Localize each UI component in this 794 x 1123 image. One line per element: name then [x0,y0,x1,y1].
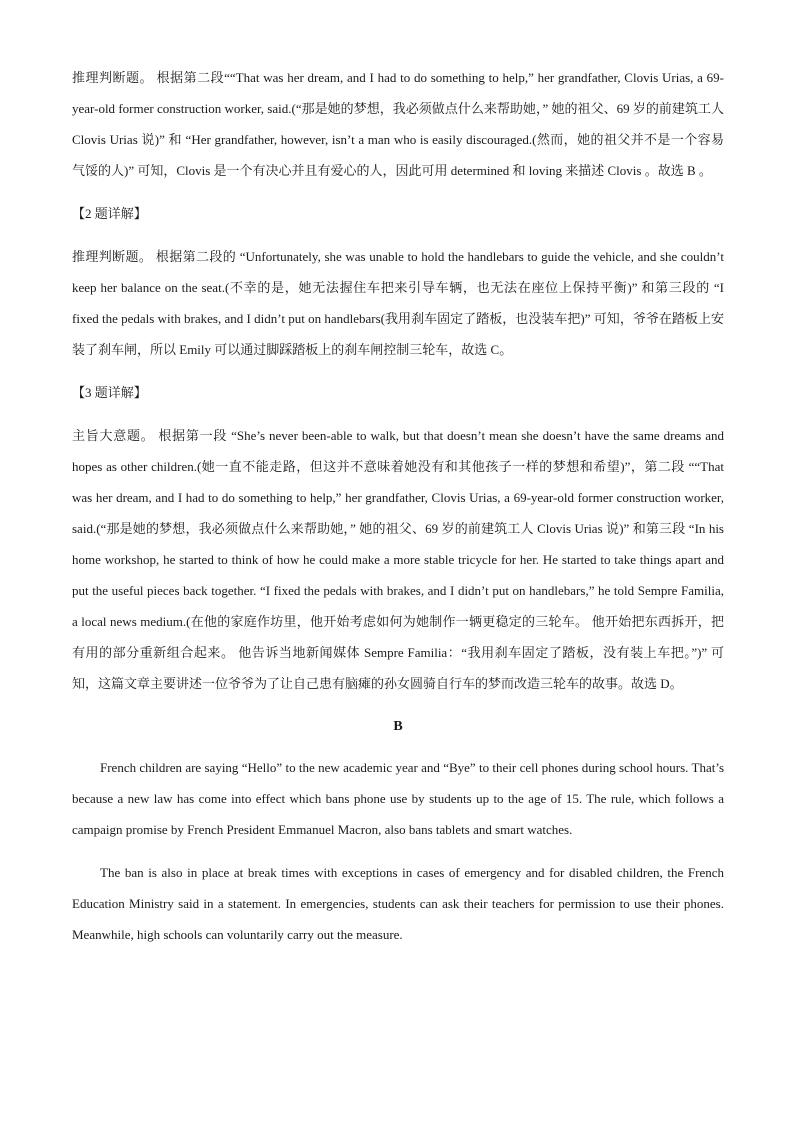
passage-b-paragraph-2: The ban is also in place at break times with exceptions in cases of emergency and for disabled children, the French Education Ministry said in a statement. In emergencies, students can ask their teachers for permission to use their phones. Meanwhile, high schools can voluntarily carry out the measure. [72,865,724,942]
q1-explanation: 推理判断题。 根据第二段““That was her dream, and I had to do something to help,” her grandfather, Clovis Urias, a 69-year-old former construction worker, said.(“那是她的梦想，我必须做点什么来帮助她，” 她的祖父、69 岁的前建筑工人 Clovis Urias 说)” 和 “Her grandfather, however, isn’t a man who is easily discouraged.(然而，她的祖父并不是一个容易气馁的人)” 可知，Clovis 是一个有决心并且有爱心的人，因此可用 determined 和 loving 来描述 Clovis 。故选 B 。 [72,70,724,178]
paragraph-spacer [72,845,724,857]
q3-explanation: 主旨大意题。 根据第一段 “She’s never been-able to walk, but that doesn’t mean she doesn’t have the same dreams and hopes as other children.(她一直不能走路，但这并不意味着她没有和其他孩子一样的梦想和希望)”，第二段 ““That was her dream, and I had to do something to help,” her grandfather, Clovis Urias, a 69-year-old former construction worker, said.(“那是她的梦想，我必须做点什么来帮助她，” 她的祖父、69 岁的前建筑工人 Clovis Urias 说)” 和第三段 “In his home workshop, he started to think of how he could make a more stable tricycle for her. He started to take things apart and put the useful pieces back together. “I fixed the pedals with brakes, and I didn’t put on handlebars,” he told Sempre Familia, a local news medium.(在他的家庭作坊里，他开始考虑如何为她制作一辆更稳定的三轮车。 他开始把东西拆开，把有用的部分重新组合起来。 他告诉当地新闻媒体 Sempre Familia：“我用刹车固定了踏板，没有装上车把。”)” 可知，这篇文章主要讲述一位爷爷为了让自己患有脑瘫的孙女圆骑自行车的梦而改造三轮车的故事。故选 D。 [72,428,724,691]
q2-heading: 【2 题详解】 [72,206,147,221]
passage-b-letter: B [393,719,403,734]
document-page [72,62,724,950]
passage-b-paragraph-1: French children are saying “Hello” to the new academic year and “Bye” to their cell phones during school hours. That’s because a new law has come into effect which bans phone use by students up to the age of 15. The rule, which follows a campaign promise by French President Emmanuel Macron, also bans tablets and smart watches. [72,760,724,837]
q2-explanation: 推理判断题。 根据第二段的 “Unfortunately, she was unable to hold the handlebars to guide the vehicle, and she couldn’t keep her balance on the seat.(不幸的是，她无法握住车把来引导车辆，也无法在座位上保持平衡)” 和第三段的 “I fixed the pedals with brakes, and I didn’t put on handlebars(我用刹车固定了踏板，也没装车把)” 可知，爷爷在踏板上安装了刹车闸，所以 Emily 可以通过脚踩踏板上的刹车闸控制三轮车，故选 C。 [72,249,724,357]
q3-heading: 【3 题详解】 [72,385,147,400]
